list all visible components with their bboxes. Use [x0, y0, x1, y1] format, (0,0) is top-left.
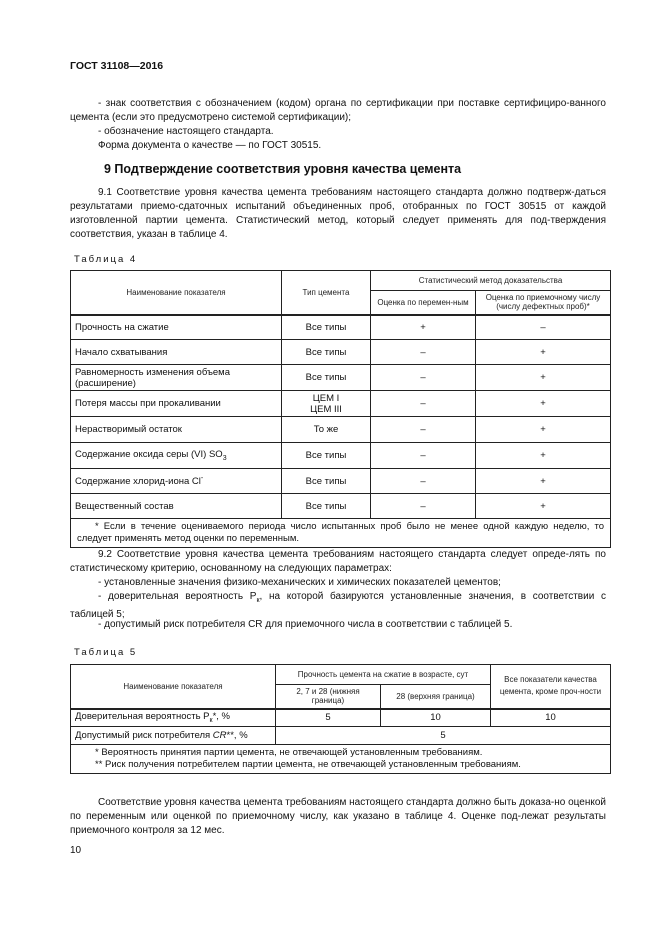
t4-cell-attr: +	[476, 443, 611, 469]
t4-cell-name: Нерастворимый остаток	[71, 417, 282, 443]
t4-cell-attr: +	[476, 391, 611, 417]
t5-name-italic: CR	[212, 730, 227, 741]
t5-cell-risk: 5	[276, 727, 611, 745]
t4-header-attribute: Оценка по приемочному числу (числу дефектных проб)*	[476, 291, 611, 315]
document-code: ГОСТ 31108—2016	[70, 60, 164, 72]
p92-item-risk: - допустимый риск потребителя CR для приемочного числа в соответствии с таблицей 5.	[98, 619, 513, 630]
t4-cell-var: –	[371, 443, 476, 469]
table-row	[71, 391, 611, 417]
t4-cell-type: Все типы	[282, 340, 371, 365]
t4-cell-type: Все типы	[282, 494, 371, 519]
t4-type-line1: ЦЕМ I	[312, 392, 340, 404]
t4-cell-name: Равномерность изменения объема (расширение)	[71, 365, 282, 391]
t4-cell-type: Все типы	[282, 443, 371, 469]
t4-cell-name	[71, 469, 282, 494]
t5-footnotes	[71, 745, 611, 774]
t4-cell-var: –	[371, 469, 476, 494]
intro-item-mark: - знак соответствия с обозначением (кодом) органа по сертификации при поставке сертифициро-ванного цемента (если это предусмотрено системой сертификации);	[70, 98, 606, 123]
t4-cell-var: –	[371, 391, 476, 417]
t4-cell-type: Все типы	[282, 469, 371, 494]
t5-cell-name	[71, 727, 276, 745]
t4-cell-var: –	[371, 494, 476, 519]
t4-footnote: * Если в течение оцениваемого периода число испытанных проб было не менее одной каждую неделю, то следует применять метод оценки по переменным.	[71, 519, 611, 548]
p92-item-values: - установленные значения физико-механических и химических показателей цементов;	[98, 577, 501, 588]
t4-name-text: Содержание оксида серы (VI) SO	[75, 449, 223, 461]
t4-cell-var: –	[371, 417, 476, 443]
table-4	[70, 270, 611, 548]
t5-header-name: Наименование показателя	[71, 665, 276, 709]
t5-cell-upper: 10	[381, 709, 491, 727]
t5-header-lower: 2, 7 и 28 (нижняя граница)	[276, 685, 381, 709]
t4-cell-var: +	[371, 315, 476, 340]
page-number: 10	[70, 845, 82, 856]
t5-cell-lower: 5	[276, 709, 381, 727]
t4-cell-attr: +	[476, 340, 611, 365]
t4-name-subscript: 3	[222, 454, 227, 462]
t4-header-variable: Оценка по перемен-ным	[371, 291, 476, 315]
t4-cell-type: Все типы	[282, 315, 371, 340]
intro-item-standard: - обозначение настоящего стандарта.	[98, 126, 274, 137]
t4-header-type: Тип цемента	[282, 271, 371, 315]
table-5-caption: Таблица 5	[74, 647, 138, 658]
table-row	[71, 315, 611, 340]
t4-cell-type: То же	[282, 417, 371, 443]
t4-cell-type: Все типы	[282, 365, 371, 391]
t4-cell-var: –	[371, 340, 476, 365]
t5-cell-name	[71, 709, 276, 727]
t5-footnote-1: * Вероятность принятия партии цемента, не отвечающей установленным требованиям.	[95, 747, 483, 758]
t5-name-subscript: к	[209, 717, 213, 725]
table-row	[71, 443, 611, 469]
table-5	[70, 664, 611, 774]
t5-header-all: Все показатели качества цемента, кроме проч-ности	[491, 665, 611, 709]
t5-name-text: Доверительная вероятность P	[75, 711, 210, 723]
table-4-caption: Таблица 4	[74, 254, 138, 265]
table-row	[71, 727, 611, 745]
table-row	[71, 494, 611, 519]
t4-cell-attr: +	[476, 365, 611, 391]
t4-cell-attr: +	[476, 494, 611, 519]
t4-cell-name	[71, 443, 282, 469]
t4-cell-attr: –	[476, 315, 611, 340]
p92-item2-rest: , на которой базируются установленные значения, в соответствии с таблицей 5;	[70, 591, 606, 620]
t4-cell-var: –	[371, 365, 476, 391]
section-9-heading: 9 Подтверждение соответствия уровня качества цемента	[104, 162, 462, 176]
t4-cell-attr: +	[476, 417, 611, 443]
p92-item2-text: - доверительная вероятность P	[98, 591, 257, 602]
t4-type-line2: ЦЕМ III	[310, 403, 342, 415]
t4-cell-type	[282, 391, 371, 417]
p92-item2-subscript: к	[256, 597, 260, 604]
table-row	[71, 709, 611, 727]
t5-footnote-2: ** Риск получения потребителем партии цемента, не отвечающей установленным требованиям.	[95, 759, 521, 770]
t4-name-text: Содержание хлорид-иона Cl	[75, 476, 201, 488]
t5-cell-all: 10	[491, 709, 611, 727]
table-row	[71, 340, 611, 365]
t4-header-name: Наименование показателя	[71, 271, 282, 315]
t4-cell-name: Начало схватывания	[71, 340, 282, 365]
t4-cell-name: Вещественный состав	[71, 494, 282, 519]
table-row	[71, 417, 611, 443]
table-row	[71, 469, 611, 494]
intro-quality-doc: Форма документа о качестве — по ГОСТ 30515.	[98, 140, 322, 151]
t4-cell-attr: +	[476, 469, 611, 494]
t4-name-superscript: -	[200, 474, 204, 482]
closing-paragraph: Соответствие уровня качества цемента требованиям настоящего стандарта должно быть доказа-но оценкой по переменным или оценкой по приемочному числу, как указано в таблице 4. Оценке под-лежат результаты приемочного контроля за 12 мес.	[70, 797, 606, 836]
paragraph-9-1: 9.1 Соответствие уровня качества цемента требованиям настоящего стандарта должно подтверж-даться результатами приемо-сдаточных испытаний объединенных проб, отобранных по ГОСТ 30515 от каждой изготовленной партии цемента. Статистический метод, который следует применять для под-тверждения соответствия, указан в таблице 4.	[70, 187, 606, 240]
t5-name-rest: **, %	[226, 730, 248, 741]
table-row	[71, 365, 611, 391]
t4-cell-name: Прочность на сжатие	[71, 315, 282, 340]
t5-name-rest: *, %	[212, 711, 230, 723]
t4-cell-name: Потеря массы при прокаливании	[71, 391, 282, 417]
t5-header-strength: Прочность цемента на сжатие в возрасте, сут	[276, 665, 491, 685]
paragraph-9-2: 9.2 Соответствие уровня качества цемента требованиям настоящего стандарта следует опреде-лять по статистическому критерию, основанному на следующих параметрах:	[70, 549, 606, 574]
t5-header-upper: 28 (верхняя граница)	[381, 685, 491, 709]
t4-header-method: Статистический метод доказательства	[371, 271, 611, 291]
t5-name-text: Допустимый риск потребителя	[75, 730, 213, 741]
